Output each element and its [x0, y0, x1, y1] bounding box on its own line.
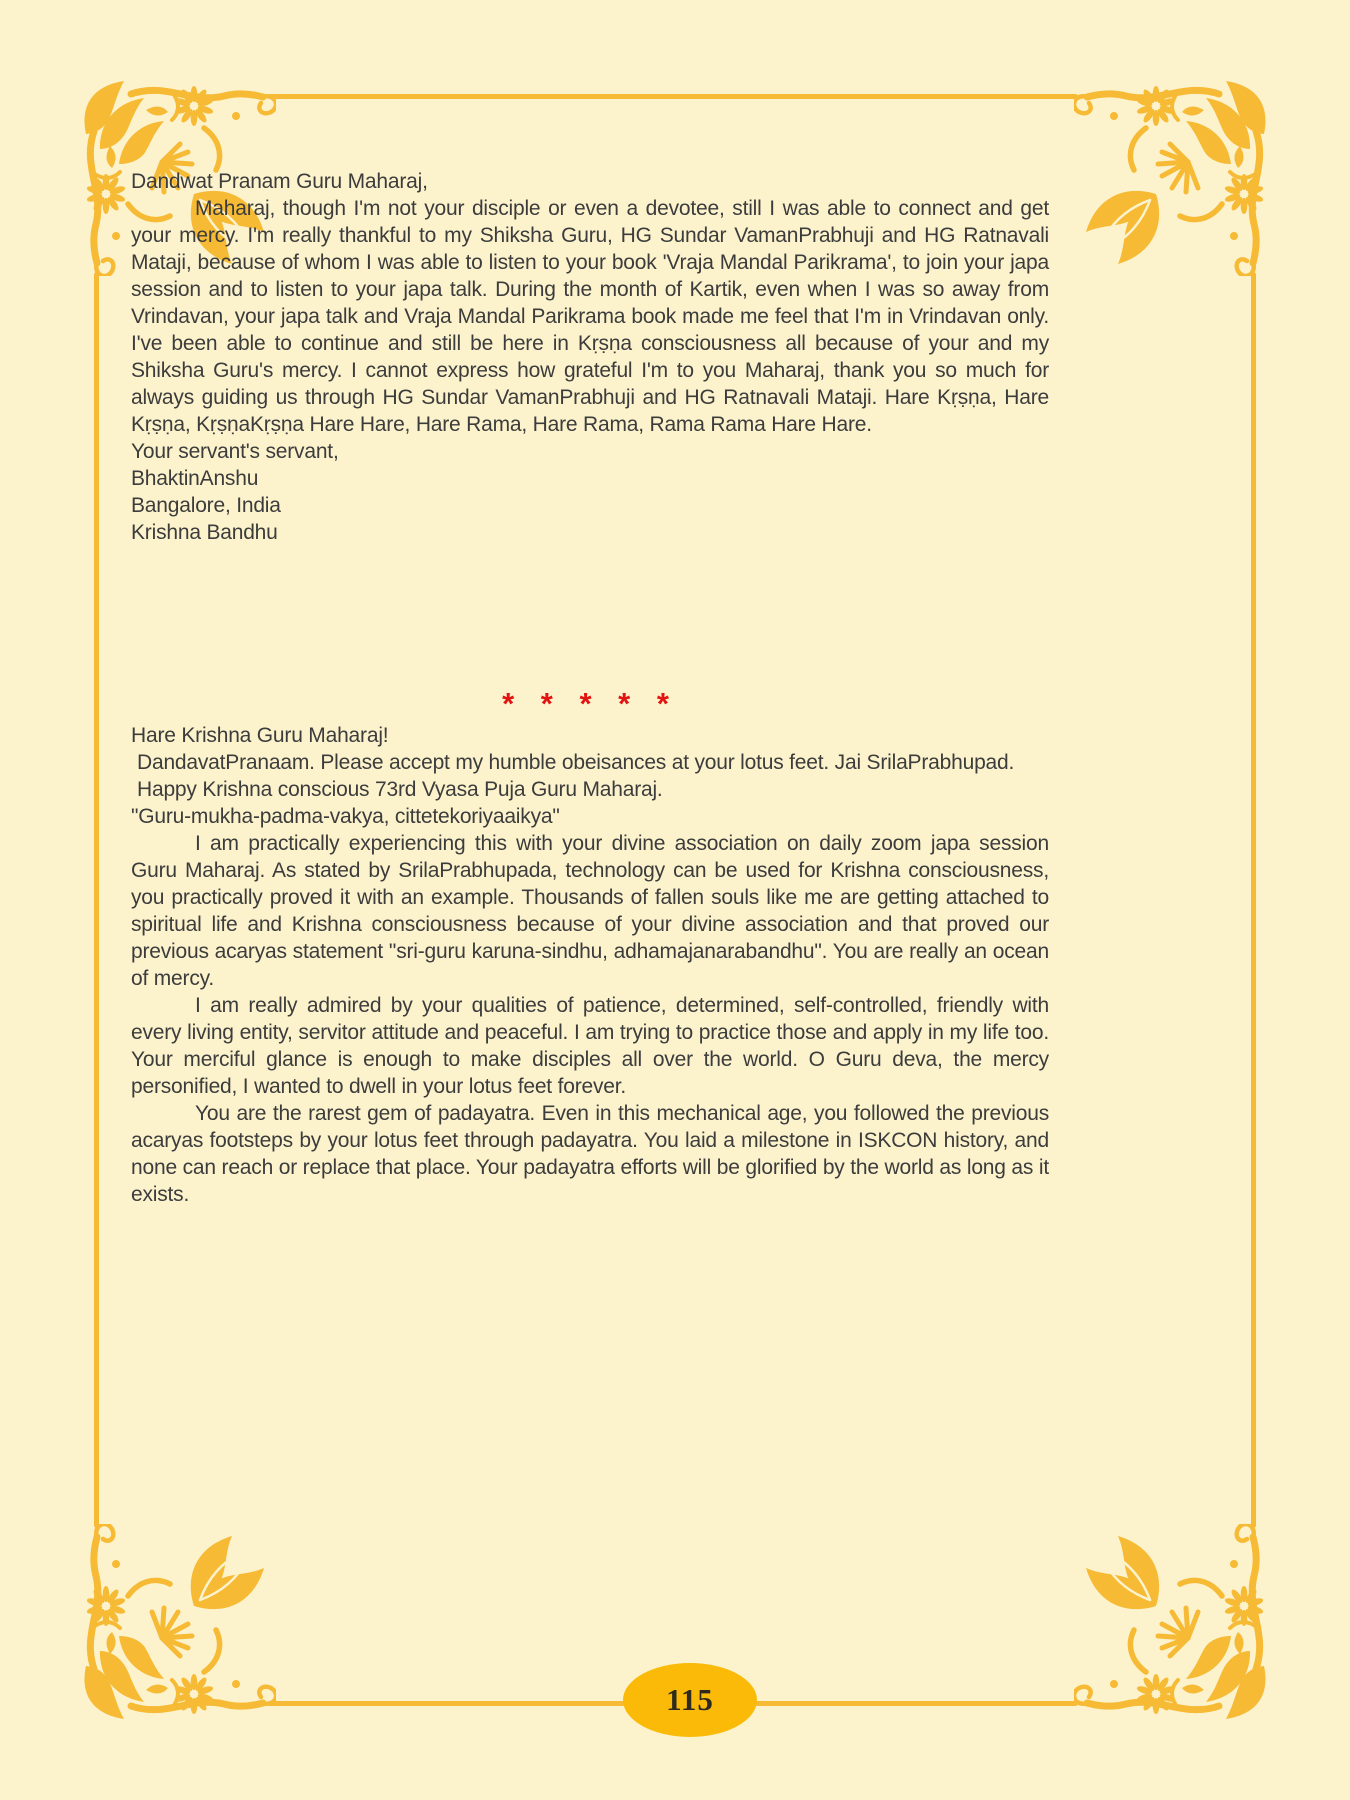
letter1-signer-location: Bangalore, India — [131, 494, 281, 517]
frame-border-right — [1251, 272, 1256, 1528]
letter2-paragraph-3: You are the rarest gem of padayatra. Even in this mechanical age, you followed the previous acaryas footsteps by your lotus feet through padayatra. You laid a milestone in ISKCON history, and none can reach or replace that place. Your padayatra efforts will be glorified by the world as long as it exists. — [131, 1102, 1049, 1206]
corner-ornament-bottom-right-icon — [1074, 1524, 1274, 1724]
letter2-paragraph-2: I am really admired by your qualities of patience, determined, self-controlled, friendly with every living entity, servitor attitude and peaceful. I am trying to practice those and apply in my life too. Your merciful glance is enough to make disciples all over the world. O Guru deva, the mercy personified, I wanted to dwell in your lotus feet forever. — [131, 994, 1049, 1098]
letter2-obeisance-line: DandavatPranaam. Please accept my humble obeisances at your lotus feet. Jai SrilaPrabhupad. — [137, 751, 1015, 774]
letter2-salutation: Hare Krishna Guru Maharaj! — [131, 724, 389, 747]
letter1-body: Maharaj, though I'm not your disciple or even a devotee, still I was able to connect and get your mercy. I'm really thankful to my Shiksha Guru, HG Sundar VamanPrabhuji and HG Ratnavali Mataji, because of whom I was able to listen to your book 'Vraja Mandal Parikrama', to join your japa session and to listen to your japa talk. During the month of Kartik, even when I was so away from Vrindavan, your japa talk and Vraja Mandal Parikrama book made me feel that I'm in Vrindavan only. I've been able to continue and still be here in Kṛṣṇa consciousness all because of your and my Shiksha Guru's mercy. I cannot express how grateful I'm to you Maharaj, thank you so much for always guiding us through HG Sundar VamanPrabhuji and HG Ratnavali Mataji. Hare Kṛṣṇa, Hare Kṛṣṇa, KṛṣṇaKṛṣṇa Hare Hare, Hare Rama, Hare Rama, Rama Rama Hare Hare. — [131, 197, 1049, 436]
letter2-greeting-line: Happy Krishna conscious 73rd Vyasa Puja Guru Maharaj. — [137, 778, 663, 801]
section-separator-asterisks: * * * * * — [502, 686, 678, 721]
frame-border-top — [268, 94, 1078, 99]
letter1-signer-title: Krishna Bandhu — [131, 521, 278, 544]
corner-ornament-bottom-left-icon — [76, 1524, 276, 1724]
letter1-salutation: Dandwat Pranam Guru Maharaj, — [131, 170, 428, 193]
page-number: 115 — [666, 1682, 714, 1717]
letter1-signer-name: BhaktinAnshu — [131, 467, 259, 490]
frame-border-left — [94, 272, 99, 1528]
letter1-closing: Your servant's servant, — [131, 440, 339, 463]
letter2-quote: "Guru-mukha-padma-vakya, cittetekoriyaaikya" — [131, 805, 560, 828]
corner-ornament-top-right-icon — [1074, 76, 1274, 276]
letters-content — [131, 168, 1049, 1208]
page-number-badge — [623, 1663, 757, 1737]
letter2-paragraph-1: I am practically experiencing this with your divine association on daily zoom japa session Guru Maharaj. As stated by SrilaPrabhupada, technology can be used for Krishna consciousness, you practically proved it with an example. Thousands of fallen souls like me are getting attached to spiritual life and Krishna consciousness because of your divine association and that proved our previous acaryas statement "sri-guru karuna-sindhu, adhamajanarabandhu". You are really an ocean of mercy. — [131, 832, 1049, 990]
